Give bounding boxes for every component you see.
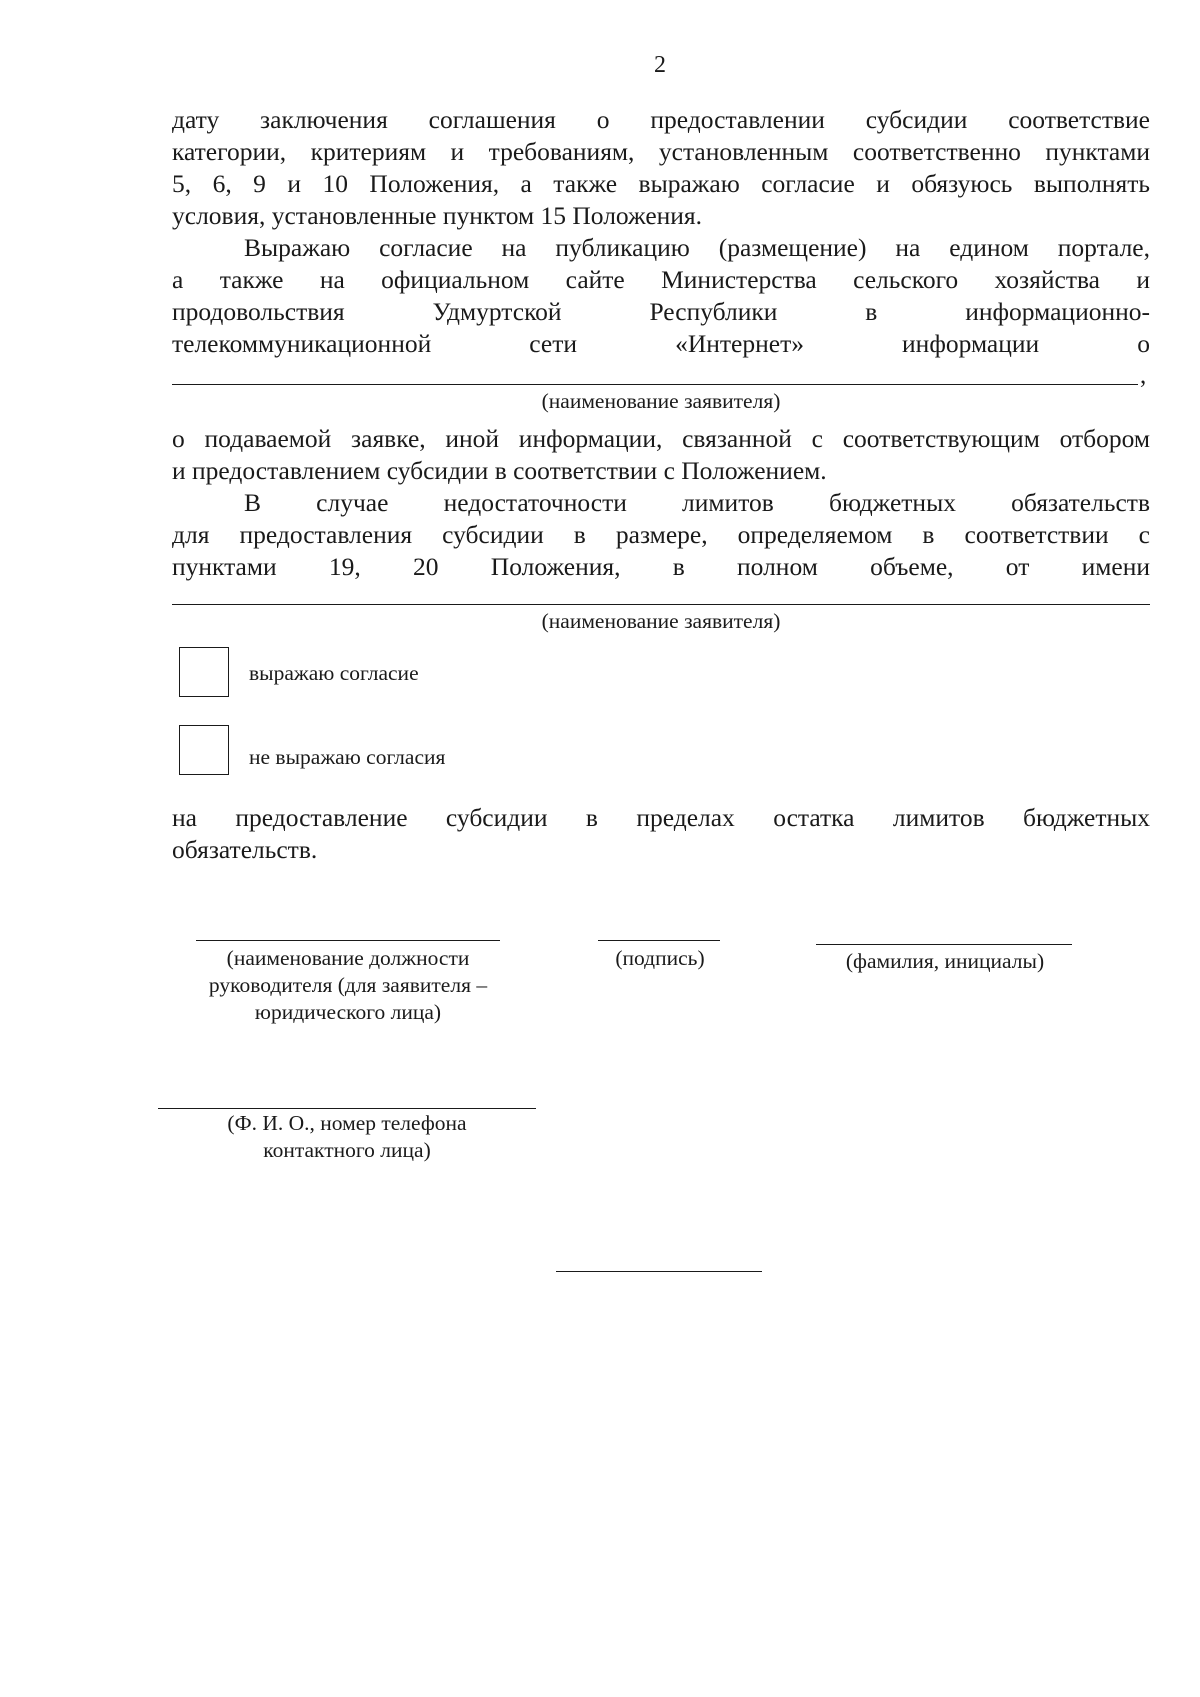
paragraph-line: о подаваемой заявке, иной информации, связанной с соответствующим отбором (172, 424, 1150, 453)
paragraph-line: телекоммуникационной сети «Интернет» информации о (172, 329, 1150, 358)
consent-option-label: выражаю согласие (249, 661, 419, 685)
paragraph-line: пунктами 19, 20 Положения, в полном объеме, от имени (172, 552, 1150, 581)
name-initials-line[interactable] (816, 944, 1072, 945)
no-consent-checkbox[interactable] (179, 725, 229, 775)
contact-person-line[interactable] (158, 1108, 536, 1109)
caption-line: контактного лица) (263, 1138, 431, 1162)
paragraph-line: продовольствия Удмуртской Республики в информационно- (172, 297, 1150, 326)
paragraph-remaining-limits (172, 802, 1150, 866)
end-of-document-rule (556, 1271, 762, 1272)
paragraph-budget-limits (172, 487, 1150, 583)
name-initials-caption: (фамилия, инициалы) (845, 949, 1045, 973)
paragraph-line: 5, 6, 9 и 10 Положения, а также выражаю согласие и обязуюсь выполнять (172, 169, 1150, 198)
trailing-comma: , (1140, 362, 1147, 389)
position-caption (170, 945, 526, 1026)
paragraph-publication-continuation (172, 423, 1150, 487)
applicant-name-line-2[interactable] (172, 604, 1150, 605)
paragraph-line: и предоставлением субсидии в соответствии с Положением. (172, 456, 827, 485)
paragraph-eligibility (172, 104, 1150, 232)
no-consent-option-label: не выражаю согласия (249, 745, 446, 769)
paragraph-publication-consent (172, 232, 1150, 360)
contact-person-caption (158, 1110, 536, 1164)
caption-line: (наименование должности (226, 946, 470, 970)
paragraph-line: условия, установленные пунктом 15 Положения. (172, 201, 703, 230)
paragraph-line: обязательств. (172, 835, 318, 864)
signature-line[interactable] (598, 940, 720, 941)
applicant-name-caption-2: (наименование заявителя) (541, 609, 781, 633)
paragraph-line: категории, критериям и требованиям, установленным соответственно пунктами (172, 137, 1150, 166)
caption-line: юридического лица) (254, 1000, 442, 1024)
consent-checkbox[interactable] (179, 647, 229, 697)
applicant-name-caption: (наименование заявителя) (541, 389, 781, 413)
applicant-name-line[interactable] (172, 384, 1138, 385)
paragraph-line: на предоставление субсидии в пределах остатка лимитов бюджетных (172, 803, 1150, 832)
paragraph-line: В случае недостаточности лимитов бюджетных обязательств (244, 488, 1150, 517)
paragraph-line: дату заключения соглашения о предоставлении субсидии соответствие (172, 105, 1150, 134)
paragraph-line: Выражаю согласие на публикацию (размещение) на едином портале, (244, 233, 1150, 262)
caption-line: руководителя (для заявителя – (208, 973, 488, 997)
position-signature-line[interactable] (196, 940, 500, 941)
caption-line: (Ф. И. О., номер телефона (227, 1111, 467, 1135)
paragraph-line: для предоставления субсидии в размере, определяемом в соответствии с (172, 520, 1150, 549)
signature-caption: (подпись) (615, 946, 705, 970)
paragraph-line: а также на официальном сайте Министерства сельского хозяйства и (172, 265, 1150, 294)
page-number: 2 (654, 52, 666, 78)
